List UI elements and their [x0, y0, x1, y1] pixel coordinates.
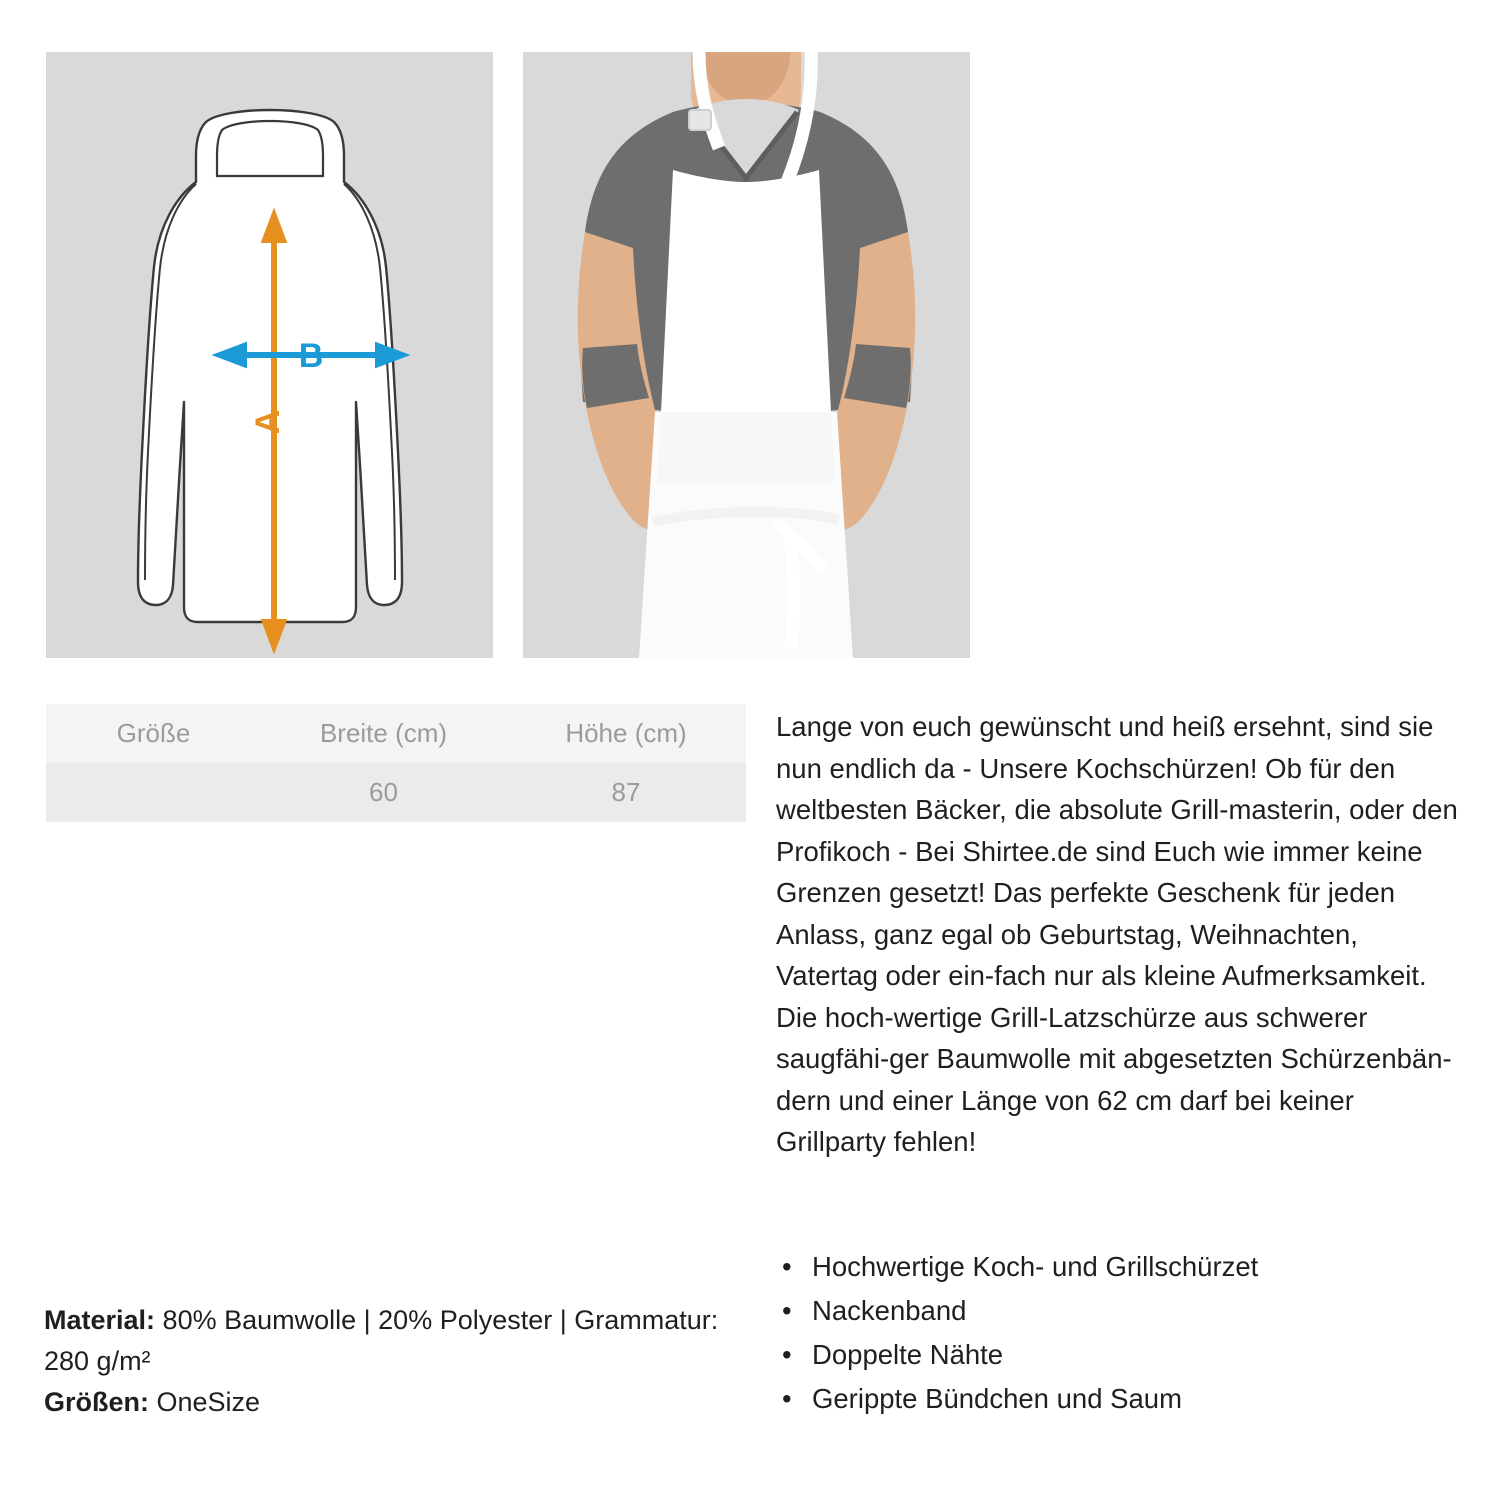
cell-width: 60 — [369, 777, 398, 807]
product-description: Lange von euch gewünscht und heiß ersehnt, sind sie nun endlich da - Unsere Kochschürzen! Ob für den weltbesten Bäcker, die absolute Grill-masterin, oder den Profikoch - Bei Shirtee.de sind Euch wie immer keine Grenzen gesetzt! Das perfekte Geschenk für jeden Anlass, ganz egal ob Geburtstag, Weihnachten, Vatertag oder ein-fach nur als kleine Aufmerksamkeit. Die hoch-wertige Grill-Latzschürze aus schwerer saugfähi-ger Baumwolle mit abgesetzten Schürzenbän-dern und einer Länge von 62 cm darf bei keiner Grillparty fehlen! — [776, 711, 1458, 1157]
material-info — [44, 1300, 754, 1423]
apron-photo-svg — [523, 52, 970, 658]
feature-list — [776, 1245, 1466, 1421]
list-item: • Hochwertige Koch- und Grillschürzet — [776, 1245, 1466, 1289]
apron-diagram-svg — [46, 52, 493, 658]
column-header-size: Größe — [116, 718, 191, 748]
material-value: 80% Baumwolle | 20% Polyester | Grammatur: 280 g/m² — [44, 1305, 719, 1376]
width-label: B — [298, 337, 324, 375]
column-header-width: Breite (cm) — [319, 718, 448, 748]
sizes-label: Größen: — [44, 1387, 149, 1417]
apron-measurement-diagram — [46, 52, 493, 658]
list-item: • Gerippte Bündchen und Saum — [776, 1377, 1466, 1421]
list-item: • Doppelte Nähte — [776, 1333, 1466, 1377]
size-table — [46, 704, 746, 822]
height-label: A — [249, 409, 287, 435]
size-table-body — [46, 763, 746, 822]
apron-worn-photo — [523, 52, 970, 658]
list-item: • Nackenband — [776, 1289, 1466, 1333]
material-label: Material: — [44, 1305, 156, 1335]
size-table-head — [46, 704, 746, 763]
table-row — [46, 763, 746, 822]
cell-size — [46, 763, 261, 822]
column-header-height: Höhe (cm) — [565, 718, 687, 748]
product-images-row — [46, 52, 970, 658]
cell-height: 87 — [611, 777, 641, 807]
sizes-value: OneSize — [149, 1387, 261, 1417]
product-features — [776, 1245, 1466, 1421]
table-header-row — [46, 704, 746, 763]
